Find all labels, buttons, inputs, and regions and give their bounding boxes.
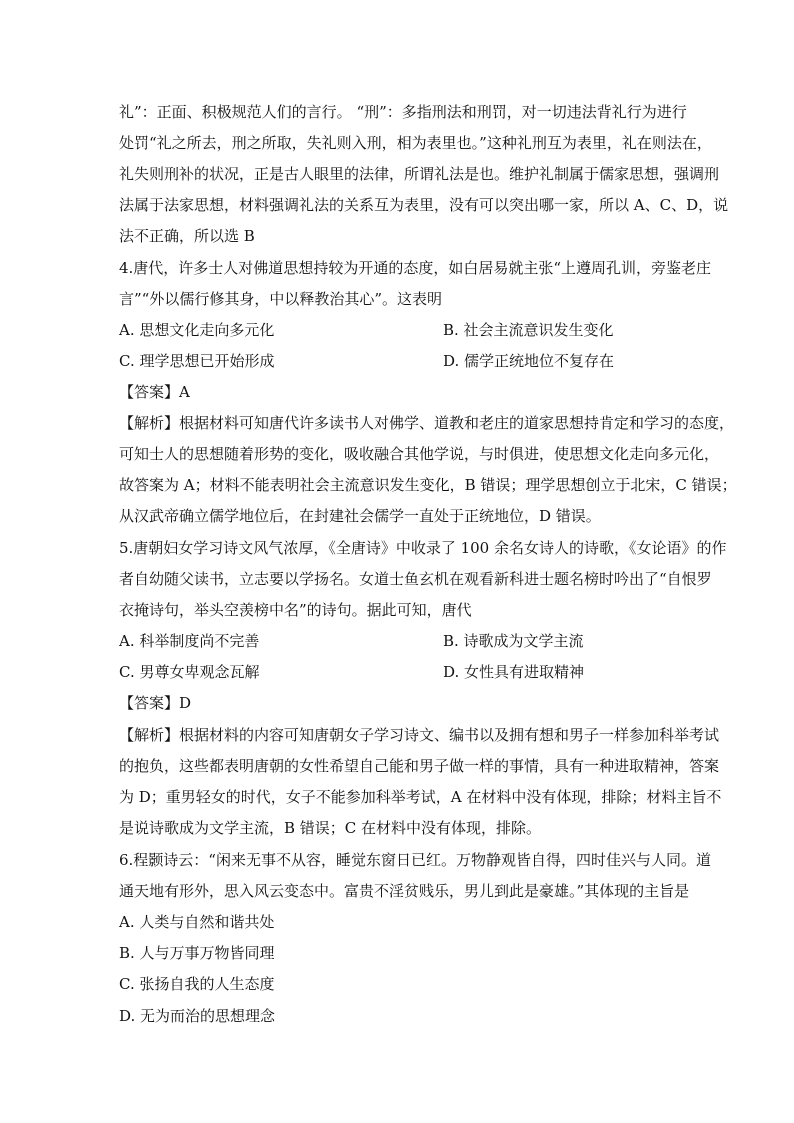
- question-5-stem: 5.唐朝妇女学习诗文风气浓厚，《全唐诗》中收录了 100 余名女诗人的诗歌，《女论语》的作: [119, 539, 727, 557]
- question-4-explanation: 从汉武帝确立儒学地位后，在封建社会儒学一直处于正统地位，D 错误。: [119, 507, 601, 525]
- question-5-explanation: 为 D；重男轻女的时代，女子不能参加科举考试，A 在材料中没有体现，排除；材料主旨不: [119, 788, 722, 806]
- question-5-option-c: C. 男尊女卑观念瓦解: [119, 663, 260, 681]
- explanation-line: 法属于法家思想，材料强调礼法的关系互为表里，没有可以突出哪一家，所以 A、C、D，说: [119, 196, 729, 214]
- question-4-option-d: D. 儒学正统地位不复存在: [443, 352, 615, 370]
- question-6-option-b: B. 人与万事万物皆同理: [119, 944, 275, 962]
- question-4-explanation: 故答案为 A；材料不能表明社会主流意识发生变化，B 错误；理学思想创立于北宋，C 错误；: [119, 476, 737, 494]
- question-5-answer: 【答案】D: [119, 694, 192, 712]
- question-5-stem: 衣掩诗句，举头空羡榜中名”的诗句。据此可知，唐代: [119, 601, 472, 619]
- question-6-stem: 6.程颢诗云：“闲来无事不从容，睡觉东窗日已红。万物静观皆自得，四时佳兴与人同。道: [119, 851, 711, 869]
- question-4-answer: 【答案】A: [119, 383, 190, 401]
- question-4-option-c: C. 理学思想已开始形成: [119, 352, 275, 370]
- question-4-option-a: A. 思想文化走向多元化: [119, 321, 275, 339]
- question-4-explanation: 【解析】根据材料可知唐代许多读书人对佛学、道教和老庄的道家思想持肯定和学习的态度，: [119, 414, 735, 432]
- question-5-option-b: B. 诗歌成为文学主流: [443, 632, 584, 650]
- question-5-option-d: D. 女性具有进取精神: [443, 663, 585, 681]
- question-5-stem: 者自幼随父读书，立志要以学扬名。女道士鱼玄机在观看新科进士题名榜时吟出了“自恨罗: [119, 570, 712, 588]
- explanation-line: 法不正确，所以选 B: [119, 227, 255, 245]
- question-6-stem: 通天地有形外，思入风云变态中。富贵不淫贫贱乐，男儿到此是豪雄。”其体现的主旨是: [119, 882, 690, 900]
- question-5-option-a: A. 科举制度尚不完善: [119, 632, 260, 650]
- question-6-option-c: C. 张扬自我的人生态度: [119, 975, 275, 993]
- question-5-explanation: 的抱负，这些都表明唐朝的女性希望自己能和男子做一样的事情，具有一种进取精神，答案: [119, 757, 720, 775]
- explanation-line: 礼”：正面、积极规范人们的言行。 “刑”：多指刑法和刑罚，对一切违法背礼行为进行: [119, 103, 687, 121]
- question-5-explanation: 是说诗歌成为文学主流，B 错误；C 在材料中没有体现，排除。: [119, 819, 542, 837]
- question-5-explanation: 【解析】根据材料的内容可知唐朝女子学习诗文、编书以及拥有想和男子一样参加科举考试: [119, 726, 720, 744]
- question-4-stem: 言”“外以儒行修其身，中以释教治其心”。这表明: [119, 290, 443, 308]
- question-6-option-a: A. 人类与自然和谐共处: [119, 913, 275, 931]
- question-6-option-d: D. 无为而治的思想理念: [119, 1007, 276, 1025]
- question-4-option-b: B. 社会主流意识发生变化: [443, 321, 614, 339]
- question-4-stem: 4.唐代，许多士人对佛道思想持较为开通的态度，如白居易就主张“上遵周孔训，旁鉴老庄: [119, 259, 711, 277]
- question-4-explanation: 可知士人的思想随着形势的变化，吸收融合其他学说，与时俱进，使思想文化走向多元化，: [119, 445, 720, 463]
- explanation-line: 处罚“礼之所去，刑之所取，失礼则入刑，相为表里也。”这种礼刑互为表里，礼在则法在，: [119, 134, 712, 152]
- explanation-line: 礼失则刑补的状况，正是古人眼里的法律，所谓礼法是也。维护礼制属于儒家思想，强调刑: [119, 165, 720, 183]
